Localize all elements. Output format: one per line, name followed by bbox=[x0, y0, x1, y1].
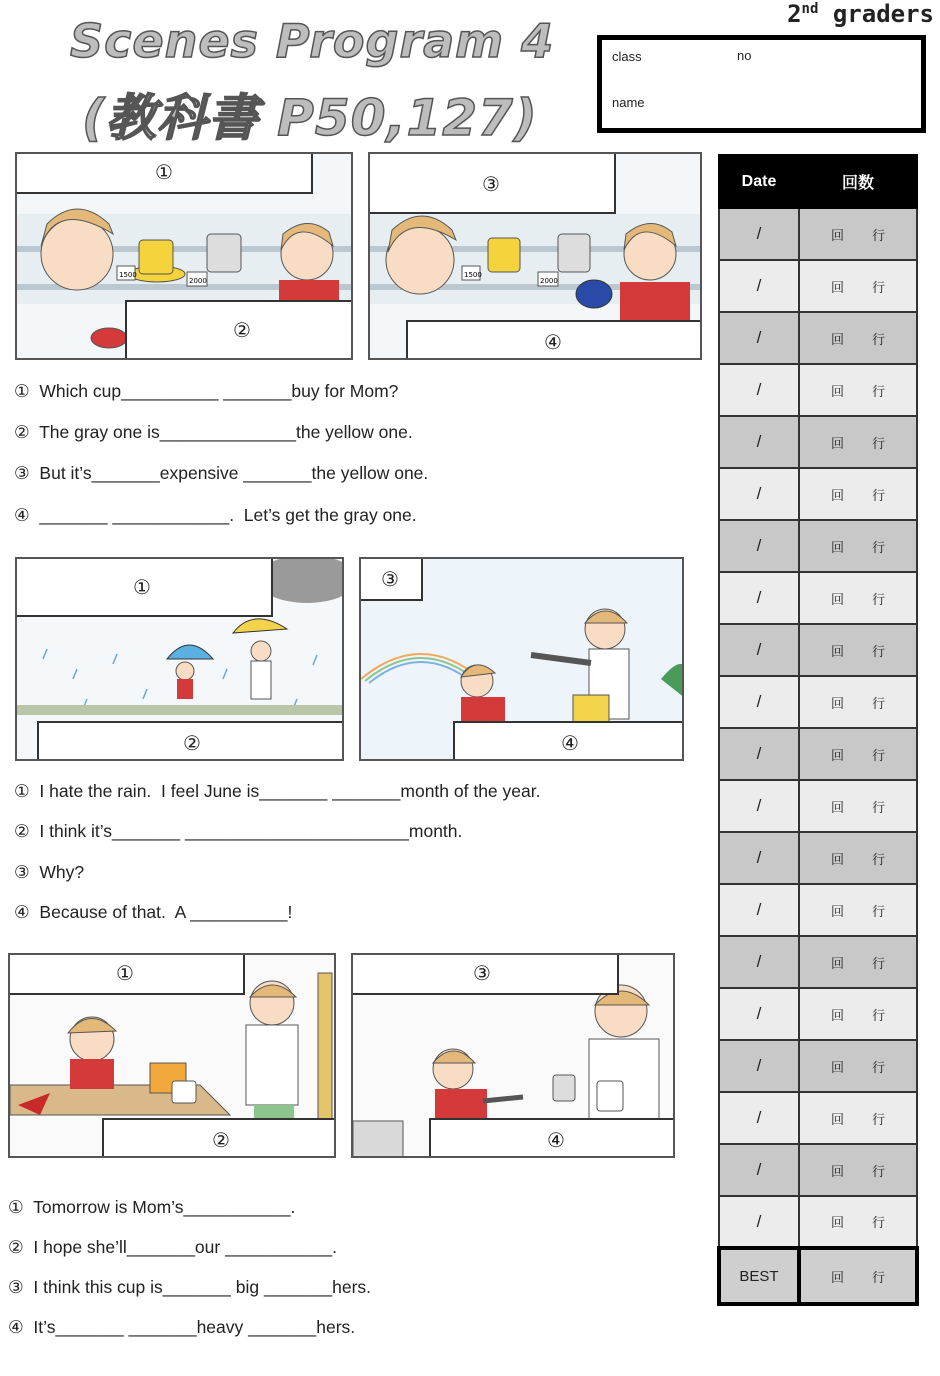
scene1-panel-1 bbox=[15, 152, 353, 360]
speech-bubble-2 bbox=[37, 721, 344, 761]
count-cell[interactable] bbox=[799, 364, 917, 416]
gyo-label: 行 bbox=[872, 331, 886, 347]
kai-label: 回 bbox=[830, 851, 844, 867]
date-cell[interactable]: / bbox=[719, 1040, 799, 1092]
speech-bubble-3 bbox=[359, 557, 423, 601]
price-tag-1500: 1500 bbox=[464, 271, 482, 279]
grade-suffix: graders bbox=[818, 0, 934, 28]
date-cell[interactable]: / bbox=[719, 624, 799, 676]
sentence-2-4: ④ Because of that. A __________! bbox=[14, 902, 293, 922]
grade-suffix-sup: nd bbox=[801, 1, 819, 17]
bubble-number: ② bbox=[183, 731, 201, 755]
bubble-number: ① bbox=[116, 961, 134, 985]
date-cell[interactable]: / bbox=[719, 520, 799, 572]
class-label: class bbox=[612, 49, 642, 64]
count-cell[interactable] bbox=[799, 780, 917, 832]
sentence-3-3: ③ I think this cup is_______ big _______hers. bbox=[8, 1277, 372, 1297]
date-cell[interactable]: / bbox=[719, 312, 799, 364]
date-cell[interactable]: / bbox=[719, 1144, 799, 1196]
name-box[interactable] bbox=[597, 35, 926, 133]
gyo-label: 行 bbox=[872, 227, 886, 243]
log-row bbox=[719, 988, 917, 1040]
gyo-label: 行 bbox=[872, 955, 886, 971]
kai-label: 回 bbox=[830, 799, 844, 815]
sentence-1-3: ③ But it’s_______expensive _______the yellow one. bbox=[14, 463, 429, 483]
kai-label: 回 bbox=[830, 487, 844, 503]
speech-bubble-1 bbox=[8, 953, 245, 995]
count-cell[interactable] bbox=[799, 884, 917, 936]
speech-bubble-2 bbox=[102, 1118, 336, 1158]
scene1-panel-2 bbox=[368, 152, 702, 360]
gyo-label: 行 bbox=[872, 1059, 886, 1075]
count-cell[interactable] bbox=[799, 572, 917, 624]
kai-label: 回 bbox=[830, 1059, 844, 1075]
bubble-number: ① bbox=[133, 575, 151, 599]
speech-bubble-4 bbox=[429, 1118, 675, 1158]
count-cell[interactable] bbox=[799, 260, 917, 312]
date-cell[interactable]: / bbox=[719, 988, 799, 1040]
bubble-number: ③ bbox=[482, 172, 500, 196]
date-cell[interactable]: / bbox=[719, 728, 799, 780]
gyo-label: 行 bbox=[872, 799, 886, 815]
count-cell[interactable] bbox=[799, 208, 917, 260]
log-row bbox=[719, 1196, 917, 1248]
date-header: Date bbox=[719, 155, 799, 208]
price-tag-2000: 2000 bbox=[189, 277, 207, 285]
count-cell[interactable] bbox=[799, 728, 917, 780]
log-row bbox=[719, 520, 917, 572]
log-row bbox=[719, 832, 917, 884]
count-cell[interactable] bbox=[799, 1144, 917, 1196]
log-row bbox=[719, 364, 917, 416]
count-cell[interactable] bbox=[799, 468, 917, 520]
kai-label: 回 bbox=[830, 1163, 844, 1179]
log-row bbox=[719, 728, 917, 780]
kai-label: 回 bbox=[830, 383, 844, 399]
kai-label: 回 bbox=[830, 695, 844, 711]
speech-bubble-2 bbox=[125, 300, 353, 360]
sentence-2-3: ③ Why? bbox=[14, 862, 85, 882]
price-tag-2000: 2000 bbox=[540, 277, 558, 285]
sentence-1-2: ② The gray one is______________the yellow one. bbox=[14, 422, 413, 442]
gyo-label: 行 bbox=[872, 591, 886, 607]
sentence-1-1: ① Which cup__________ _______buy for Mom? bbox=[14, 381, 399, 401]
best-label: BEST bbox=[719, 1248, 799, 1304]
kai-label: 回 bbox=[830, 1269, 844, 1285]
speech-bubble-4 bbox=[453, 721, 684, 761]
gyo-label: 行 bbox=[872, 1007, 886, 1023]
count-cell[interactable] bbox=[799, 416, 917, 468]
sentence-1-4: ④ _______ ____________. Let’s get the gray one. bbox=[14, 505, 417, 525]
gyo-label: 行 bbox=[872, 695, 886, 711]
sentence-2-2: ② I think it’s_______ _______________________month. bbox=[14, 821, 463, 841]
kai-label: 回 bbox=[830, 643, 844, 659]
log-row bbox=[719, 416, 917, 468]
bubble-number: ④ bbox=[544, 330, 562, 354]
kai-label: 回 bbox=[830, 331, 844, 347]
log-header-row bbox=[719, 155, 917, 208]
bubble-number: ① bbox=[155, 160, 173, 184]
kai-label: 回 bbox=[830, 1111, 844, 1127]
count-header: 回数 bbox=[799, 155, 917, 208]
date-cell[interactable]: / bbox=[719, 1092, 799, 1144]
kai-label: 回 bbox=[830, 227, 844, 243]
kai-label: 回 bbox=[830, 903, 844, 919]
gyo-label: 行 bbox=[872, 1215, 886, 1230]
log-row bbox=[719, 780, 917, 832]
scene3-panel-1 bbox=[8, 953, 336, 1158]
count-cell[interactable] bbox=[799, 312, 917, 364]
gyo-label: 行 bbox=[872, 747, 886, 763]
log-row bbox=[719, 1144, 917, 1196]
gyo-label: 行 bbox=[872, 1269, 886, 1285]
gyo-label: 行 bbox=[872, 383, 886, 399]
kai-label: 回 bbox=[830, 539, 844, 555]
best-count-cell[interactable] bbox=[799, 1248, 917, 1304]
count-cell[interactable] bbox=[799, 832, 917, 884]
date-cell[interactable]: / bbox=[719, 572, 799, 624]
bubble-number: ③ bbox=[381, 567, 399, 591]
log-row bbox=[719, 676, 917, 728]
bubble-number: ③ bbox=[473, 961, 491, 985]
scene2-panel-1 bbox=[15, 557, 344, 761]
log-row bbox=[719, 468, 917, 520]
date-cell[interactable]: / bbox=[719, 884, 799, 936]
count-cell[interactable] bbox=[799, 1196, 917, 1248]
kai-label: 回 bbox=[830, 1215, 844, 1230]
count-cell[interactable] bbox=[799, 936, 917, 988]
speech-bubble-3 bbox=[368, 152, 616, 214]
speech-bubble-3 bbox=[351, 953, 619, 995]
gyo-label: 行 bbox=[872, 903, 886, 919]
gyo-label: 行 bbox=[872, 435, 886, 451]
speech-bubble-4 bbox=[406, 320, 702, 360]
date-cell[interactable]: / bbox=[719, 1196, 799, 1248]
scene3-panel-2 bbox=[351, 953, 675, 1158]
kai-label: 回 bbox=[830, 279, 844, 295]
sentence-2-1: ① I hate the rain. I feel June is_______ _______month of the year. bbox=[14, 781, 541, 801]
gyo-label: 行 bbox=[872, 1163, 886, 1179]
gyo-label: 行 bbox=[872, 643, 886, 659]
log-row bbox=[719, 936, 917, 988]
date-cell[interactable]: / bbox=[719, 936, 799, 988]
bubble-number: ② bbox=[212, 1128, 230, 1152]
kai-label: 回 bbox=[830, 1007, 844, 1023]
date-cell[interactable]: / bbox=[719, 208, 799, 260]
bubble-number: ④ bbox=[561, 731, 579, 755]
date-cell[interactable]: / bbox=[719, 676, 799, 728]
gyo-label: 行 bbox=[872, 539, 886, 555]
count-cell[interactable] bbox=[799, 1092, 917, 1144]
sentence-3-4: ④ It’s_______ _______heavy _______hers. bbox=[8, 1317, 356, 1337]
bubble-number: ② bbox=[233, 318, 251, 342]
date-cell[interactable]: / bbox=[719, 468, 799, 520]
log-row bbox=[719, 1092, 917, 1144]
gyo-label: 行 bbox=[872, 279, 886, 295]
bubble-number: ④ bbox=[547, 1128, 565, 1152]
date-cell[interactable]: / bbox=[719, 780, 799, 832]
number-label: no bbox=[737, 48, 752, 63]
name-label: name bbox=[612, 95, 645, 110]
count-cell[interactable] bbox=[799, 624, 917, 676]
count-cell[interactable] bbox=[799, 676, 917, 728]
count-cell[interactable] bbox=[799, 1040, 917, 1092]
date-cell[interactable]: / bbox=[719, 260, 799, 312]
sentence-3-2: ② I hope she’ll_______our ___________. bbox=[8, 1237, 338, 1257]
kai-label: 回 bbox=[830, 955, 844, 971]
sentence-3-1: ① Tomorrow is Mom’s___________. bbox=[8, 1197, 296, 1217]
scene2-panel-2 bbox=[359, 557, 684, 761]
worksheet-title: Scenes Program 4 bbox=[70, 14, 555, 68]
log-row bbox=[719, 624, 917, 676]
date-cell[interactable]: / bbox=[719, 416, 799, 468]
gyo-label: 行 bbox=[872, 487, 886, 503]
log-row bbox=[719, 312, 917, 364]
count-cell[interactable] bbox=[799, 520, 917, 572]
log-row bbox=[719, 260, 917, 312]
date-cell[interactable]: / bbox=[719, 364, 799, 416]
log-row bbox=[719, 572, 917, 624]
date-cell[interactable]: / bbox=[719, 832, 799, 884]
log-row bbox=[719, 884, 917, 936]
speech-bubble-1 bbox=[15, 152, 313, 194]
gyo-label: 行 bbox=[872, 851, 886, 867]
log-body bbox=[719, 208, 917, 1304]
log-row bbox=[719, 1040, 917, 1092]
kai-label: 回 bbox=[830, 591, 844, 607]
worksheet-subtitle: (教科書 P50,127) bbox=[82, 89, 538, 147]
grade-number: 2 bbox=[787, 0, 802, 28]
grade-label bbox=[787, 0, 934, 28]
price-tag-1500: 1500 bbox=[119, 271, 137, 279]
kai-label: 回 bbox=[830, 747, 844, 763]
gyo-label: 行 bbox=[872, 1111, 886, 1127]
speech-bubble-1 bbox=[15, 557, 273, 617]
log-row bbox=[719, 208, 917, 260]
count-cell[interactable] bbox=[799, 988, 917, 1040]
practice-log-table bbox=[717, 154, 919, 1306]
best-row bbox=[719, 1248, 917, 1304]
kai-label: 回 bbox=[830, 435, 844, 451]
